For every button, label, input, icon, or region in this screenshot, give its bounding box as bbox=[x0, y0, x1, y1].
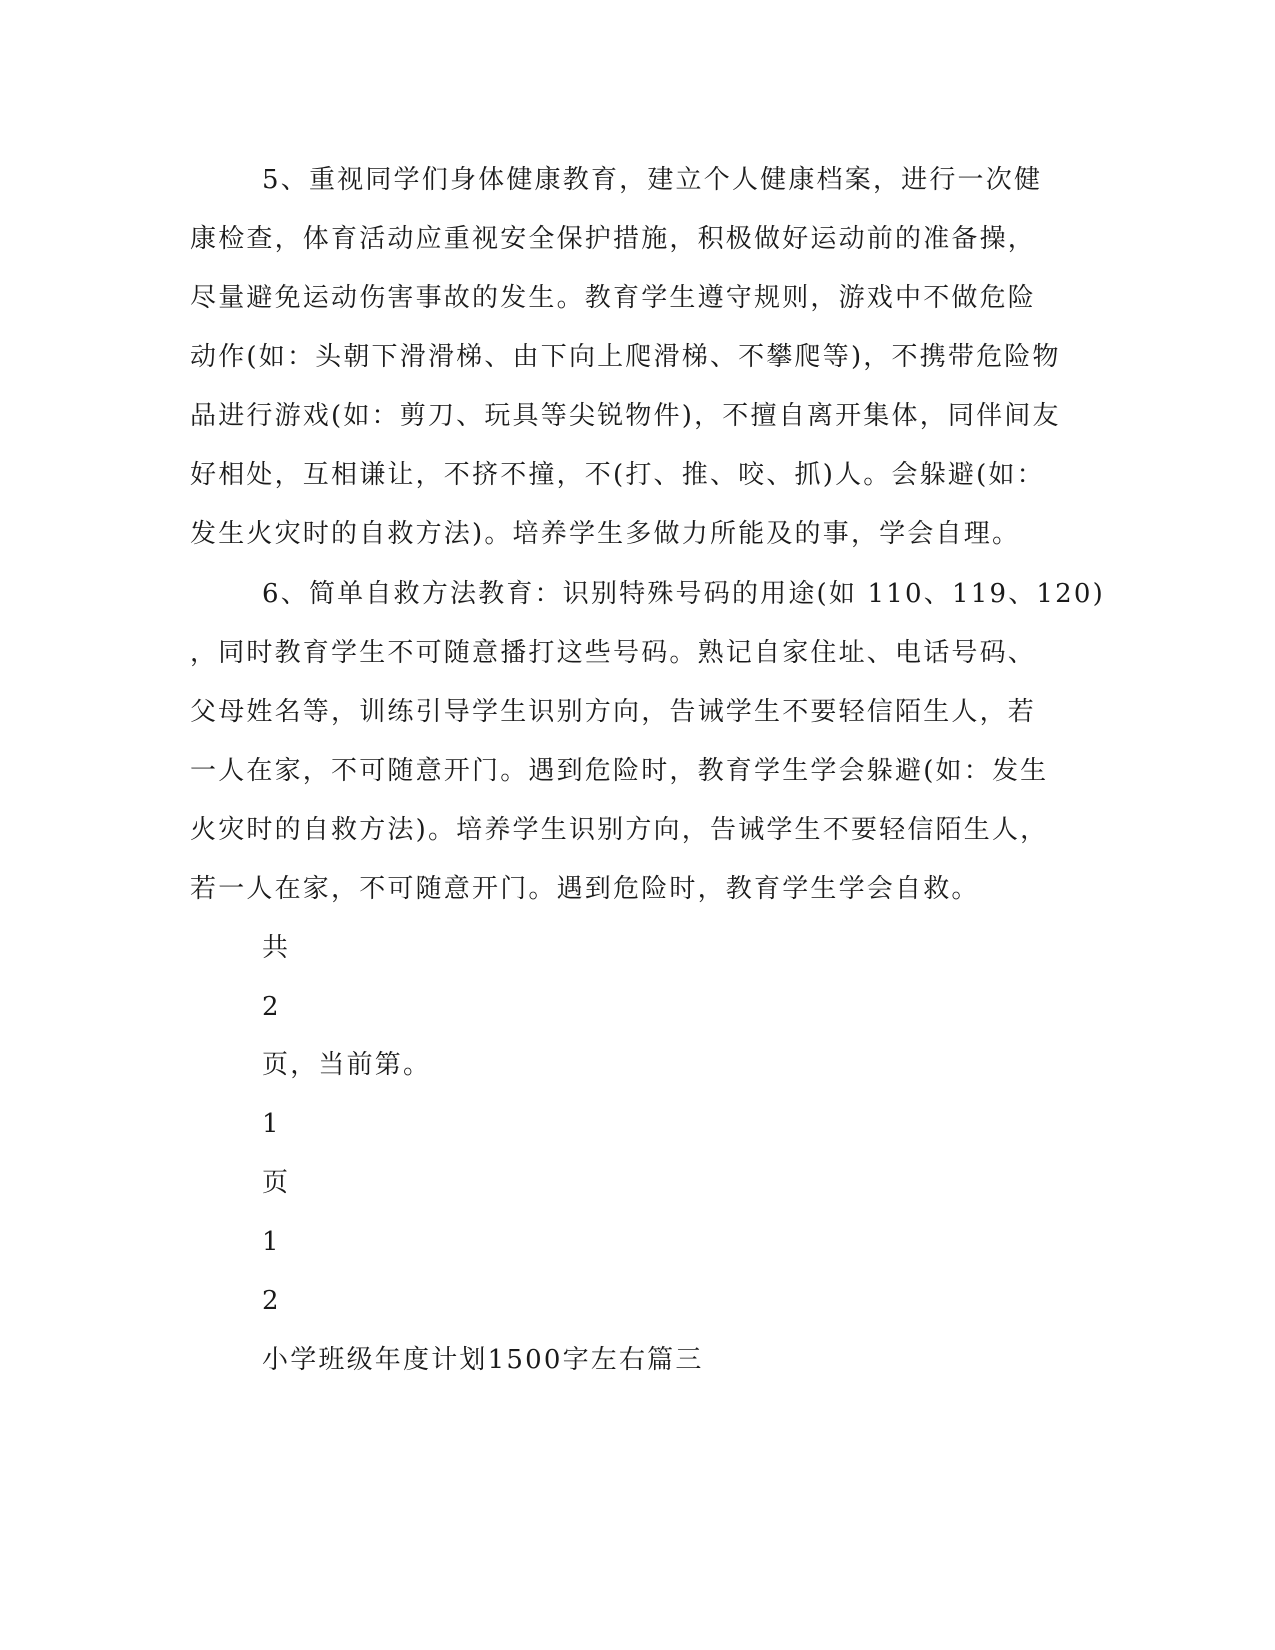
next-article-title[interactable]: 小学班级年度计划1500字左右篇三 bbox=[262, 1345, 704, 1375]
paragraph-6-line-5: 火灾时的自救方法)。培养学生识别方向，告诫学生不要轻信陌生人， bbox=[190, 815, 1049, 845]
pagination-current-suffix: 页 bbox=[262, 1168, 291, 1198]
paragraph-6-line-3: 父母姓名等，训练引导学生识别方向，告诫学生不要轻信陌生人，若 bbox=[190, 697, 1037, 727]
paragraph-5-line-2: 康检查，体育活动应重视安全保护措施，积极做好运动前的准备操， bbox=[190, 224, 1037, 254]
paragraph-6-line-1: 6、简单自救方法教育：识别特殊号码的用途(如 110、119、120) bbox=[262, 579, 1105, 609]
paragraph-6-line-6: 若一人在家，不可随意开门。遇到危险时，教育学生学会自救。 bbox=[190, 874, 980, 904]
paragraph-6-line-2: ，同时教育学生不可随意播打这些号码。熟记自家住址、电话号码、 bbox=[190, 638, 1037, 668]
pagination-link-1[interactable]: 1 bbox=[262, 1227, 281, 1257]
pagination-total-pages: 2 bbox=[262, 992, 281, 1022]
pagination-total-prefix: 共 bbox=[262, 933, 291, 963]
paragraph-5-line-4: 动作(如：头朝下滑滑梯、由下向上爬滑梯、不攀爬等)，不携带危险物 bbox=[190, 342, 1061, 372]
pagination-current-page: 1 bbox=[262, 1109, 281, 1139]
paragraph-5-line-7: 发生火灾时的自救方法)。培养学生多做力所能及的事，学会自理。 bbox=[190, 519, 1021, 549]
paragraph-5-line-3: 尽量避免运动伤害事故的发生。教育学生遵守规则，游戏中不做危险 bbox=[190, 283, 1037, 313]
paragraph-5-line-5: 品进行游戏(如：剪刀、玩具等尖锐物件)，不擅自离开集体，同伴间友 bbox=[190, 401, 1061, 431]
pagination-current-prefix: 页，当前第。 bbox=[262, 1050, 432, 1080]
paragraph-5-line-6: 好相处，互相谦让，不挤不撞，不(打、推、咬、抓)人。会躲避(如： bbox=[190, 460, 1045, 490]
paragraph-5-line-1: 5、重视同学们身体健康教育，建立个人健康档案，进行一次健 bbox=[262, 165, 1043, 195]
pagination-link-2[interactable]: 2 bbox=[262, 1286, 281, 1316]
paragraph-6-line-4: 一人在家，不可随意开门。遇到危险时，教育学生学会躲避(如：发生 bbox=[190, 756, 1049, 786]
